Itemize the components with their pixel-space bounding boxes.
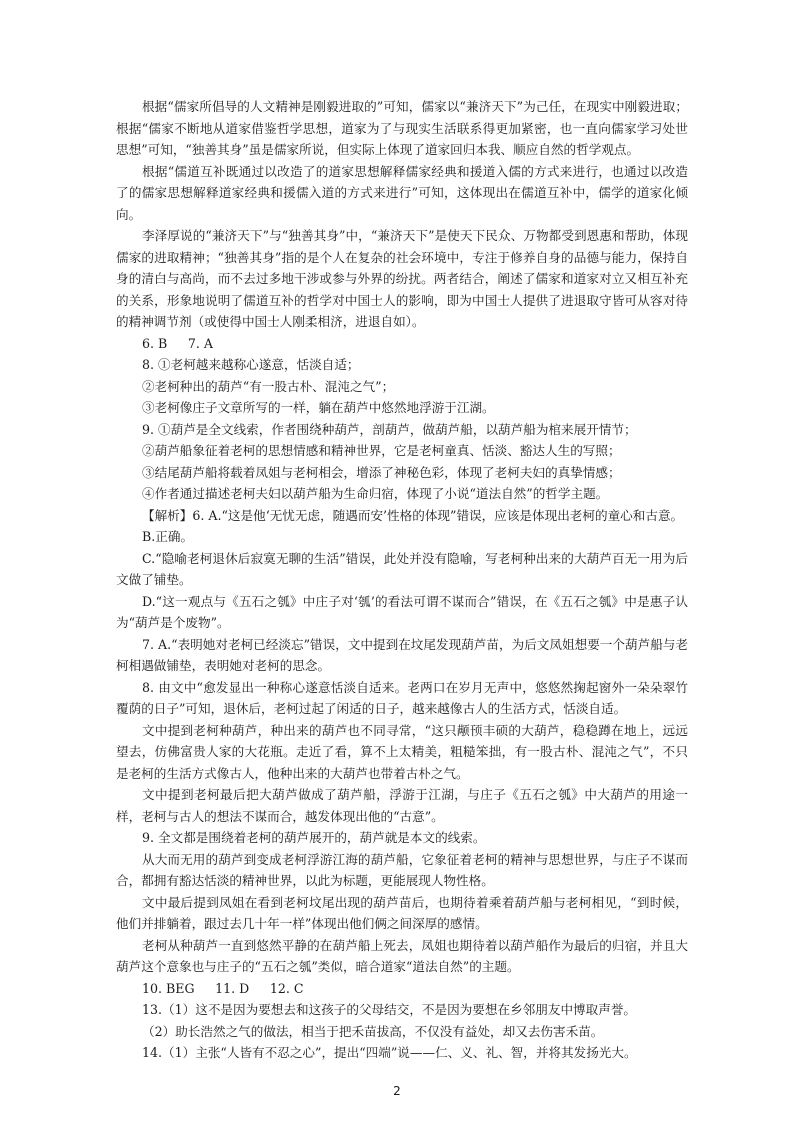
paragraph-confucian-spirit: 根据“儒家所倡导的人文精神是刚毅进取的”可知，儒家以“兼济天下”为己任，在现实中刚毅进取；根据“儒家不断地从道家借鉴哲学思想，道家为了与现实生活联系得更加紧密，也一直向儒家学习处世思想”可知，“独善其身”虽是儒家所说，但实际上体现了道家回归本我、顺应自然的哲学观点。 (116, 99, 688, 157)
answer-8-point-3: ③老柯像庄子文章所写的一样，躺在葫芦中悠然地浮游于江湖。 (142, 400, 495, 415)
answer-9-point-4: ④作者通过描述老柯夫妇以葫芦船为生命归宿，体现了小说“道法自然”的哲学主题。 (142, 486, 609, 501)
answer-9-point-1: 9. ①葫芦是全文线索，作者围绕种葫芦，剖葫芦，做葫芦船，以葫芦船为棺来展开情节； (142, 421, 637, 437)
answer-9-point-2: ②葫芦船象征着老柯的思想情感和精神世界，它是老柯童真、恬淡、豁达人生的写照； (142, 443, 621, 458)
analysis-8-part-1: 8. 由文中“愈发显出一种称心遂意恬淡自适来。老两口在岁月无声中，悠悠然掬起窗外一朵朵翠竹覆荫的日子”可知，退休后，老柯过起了闲适的日子，越来越像古人的生活方式，恬淡自适。 (116, 679, 688, 716)
analysis-9-part-3: 文中最后提到凤姐在看到老柯坟尾出现的葫芦苗后，也期待着乘着葫芦船与老柯相见，“到时候，他们并排躺着，跟过去几十年一样”体现出他们俩之间深厚的感情。 (116, 894, 688, 931)
analysis-8-part-3: 文中提到老柯最后把大葫芦做成了葫芦船，浮游于江湖，与庄子《五石之瓠》中大葫芦的用途一样，老柯与古人的想法不谋而合，越发体现出他的“古意”。 (116, 787, 688, 824)
analysis-6-a: 【解析】6. A.“这是他‘无忧无虑，随遇而安’性格的体现”错误，应该是体现出老柯的童心和古意。 (142, 507, 684, 523)
answer-8-point-1: 8. ①老柯越来越称心遂意，恬淡自适； (142, 357, 360, 372)
analysis-6-b: B.正确。 (142, 529, 194, 544)
analysis-6-d: D.“这一观点与《五石之瓠》中庄子对‘瓠’的看法可谓不谋而合”错误，在《五石之瓠》中是惠子认为“葫芦是个废物”。 (116, 593, 688, 630)
answer-13-part-1: 13.（1）这不是因为要想去和这孩子的父母结交，不是因为要想在乡邻朋友中博取声誉。 (142, 1002, 637, 1017)
analysis-7-a: 7. A.“表明她对老柯已经淡忘”错误，文中提到在坟尾发现葫芦苗，为后文凤姐想要一个葫芦船与老柯相遇做铺垫，表明她对老柯的思念。 (116, 636, 688, 673)
analysis-9-part-2: 从大而无用的葫芦到变成老柯浮游江海的葫芦船，它象征着老柯的精神与思想世界，与庄子不谋而合，都拥有豁达恬淡的精神世界，以此为标题，更能展现人物性格。 (116, 851, 688, 888)
paragraph-confucian-taoist-complement: 根据“儒道互补既通过以改造了的道家思想解释儒家经典和援道入儒的方式来进行，也通过以改造了的儒家思想解释道家经典和援儒入道的方式来进行”可知，这体现出在儒道互补中，儒学的道家化倾向。 (116, 163, 688, 222)
answer-10-12: 10. BEG 11. D 12. C (142, 980, 304, 996)
answer-9-point-3: ③结尾葫芦船将载着凤姐与老柯相会，增添了神秘色彩，体现了老柯夫妇的真挚情感； (142, 464, 621, 480)
analysis-9-part-4: 老柯从种葫芦一直到悠然平静的在葫芦船上死去，凤姐也期待着以葫芦船作为最后的归宿，并且大葫芦这个意象也与庄子的“五石之瓠”类似，暗合道家“道法自然”的主题。 (116, 937, 688, 974)
analysis-9-part-1: 9. 全文都是围绕着老柯的葫芦展开的，葫芦就是本文的线索。 (142, 830, 486, 845)
answer-6-7: 6. B 7. A (142, 335, 213, 351)
answer-8-point-2: ②老柯种出的葫芦“有一股古朴、混沌之气”； (142, 378, 395, 394)
analysis-8-part-2: 文中提到老柯种葫芦，种出来的葫芦也不同寻常，“这只颟顸丰硕的大葫芦，稳稳蹲在地上，远远望去，仿佛富贵人家的大花瓶。走近了看，算不上太精美，粗糙笨拙，有一股古朴、混沌之气”，不只是老柯的生活方式像古人，他种出来的大葫芦也带着古朴之气。 (116, 722, 688, 781)
analysis-6-c: C.“隐喻老柯退休后寂寞无聊的生活”错误，此处并没有隐喻，写老柯种出来的大葫芦百无一用为后文做了铺垫。 (116, 550, 688, 587)
paragraph-li-zehou: 李泽厚说的“兼济天下”与“独善其身”中，“兼济天下”是使天下民众、万物都受到恩惠和帮助，体现儒家的进取精神；“独善其身”指的是个人在复杂的社会环境中，专注于修养自身的品德与能力，保持自身的清白与高尚，而不去过多地干涉或参与外界的纷扰。两者结合，阐述了儒家和道家对立又相互补充的关系，形象地说明了儒道互补的哲学对中国士人的影响，即为中国士人提供了进退取守皆可从容对待的精神调节剂（或使得中国士人刚柔相济，进退自如）。 (116, 228, 688, 329)
answer-13-part-2: （2）助长浩然之气的做法，相当于把禾苗拔高，不仅没有益处，却又去伤害禾苗。 (142, 1023, 604, 1039)
page-number: 2 (393, 1084, 401, 1098)
answer-14-part-1: 14.（1）主张“人皆有不忍之心”，提出“四端”说——仁、义、礼、智，并将其发扬光大。 (142, 1045, 637, 1060)
answer-content (116, 96, 688, 1064)
